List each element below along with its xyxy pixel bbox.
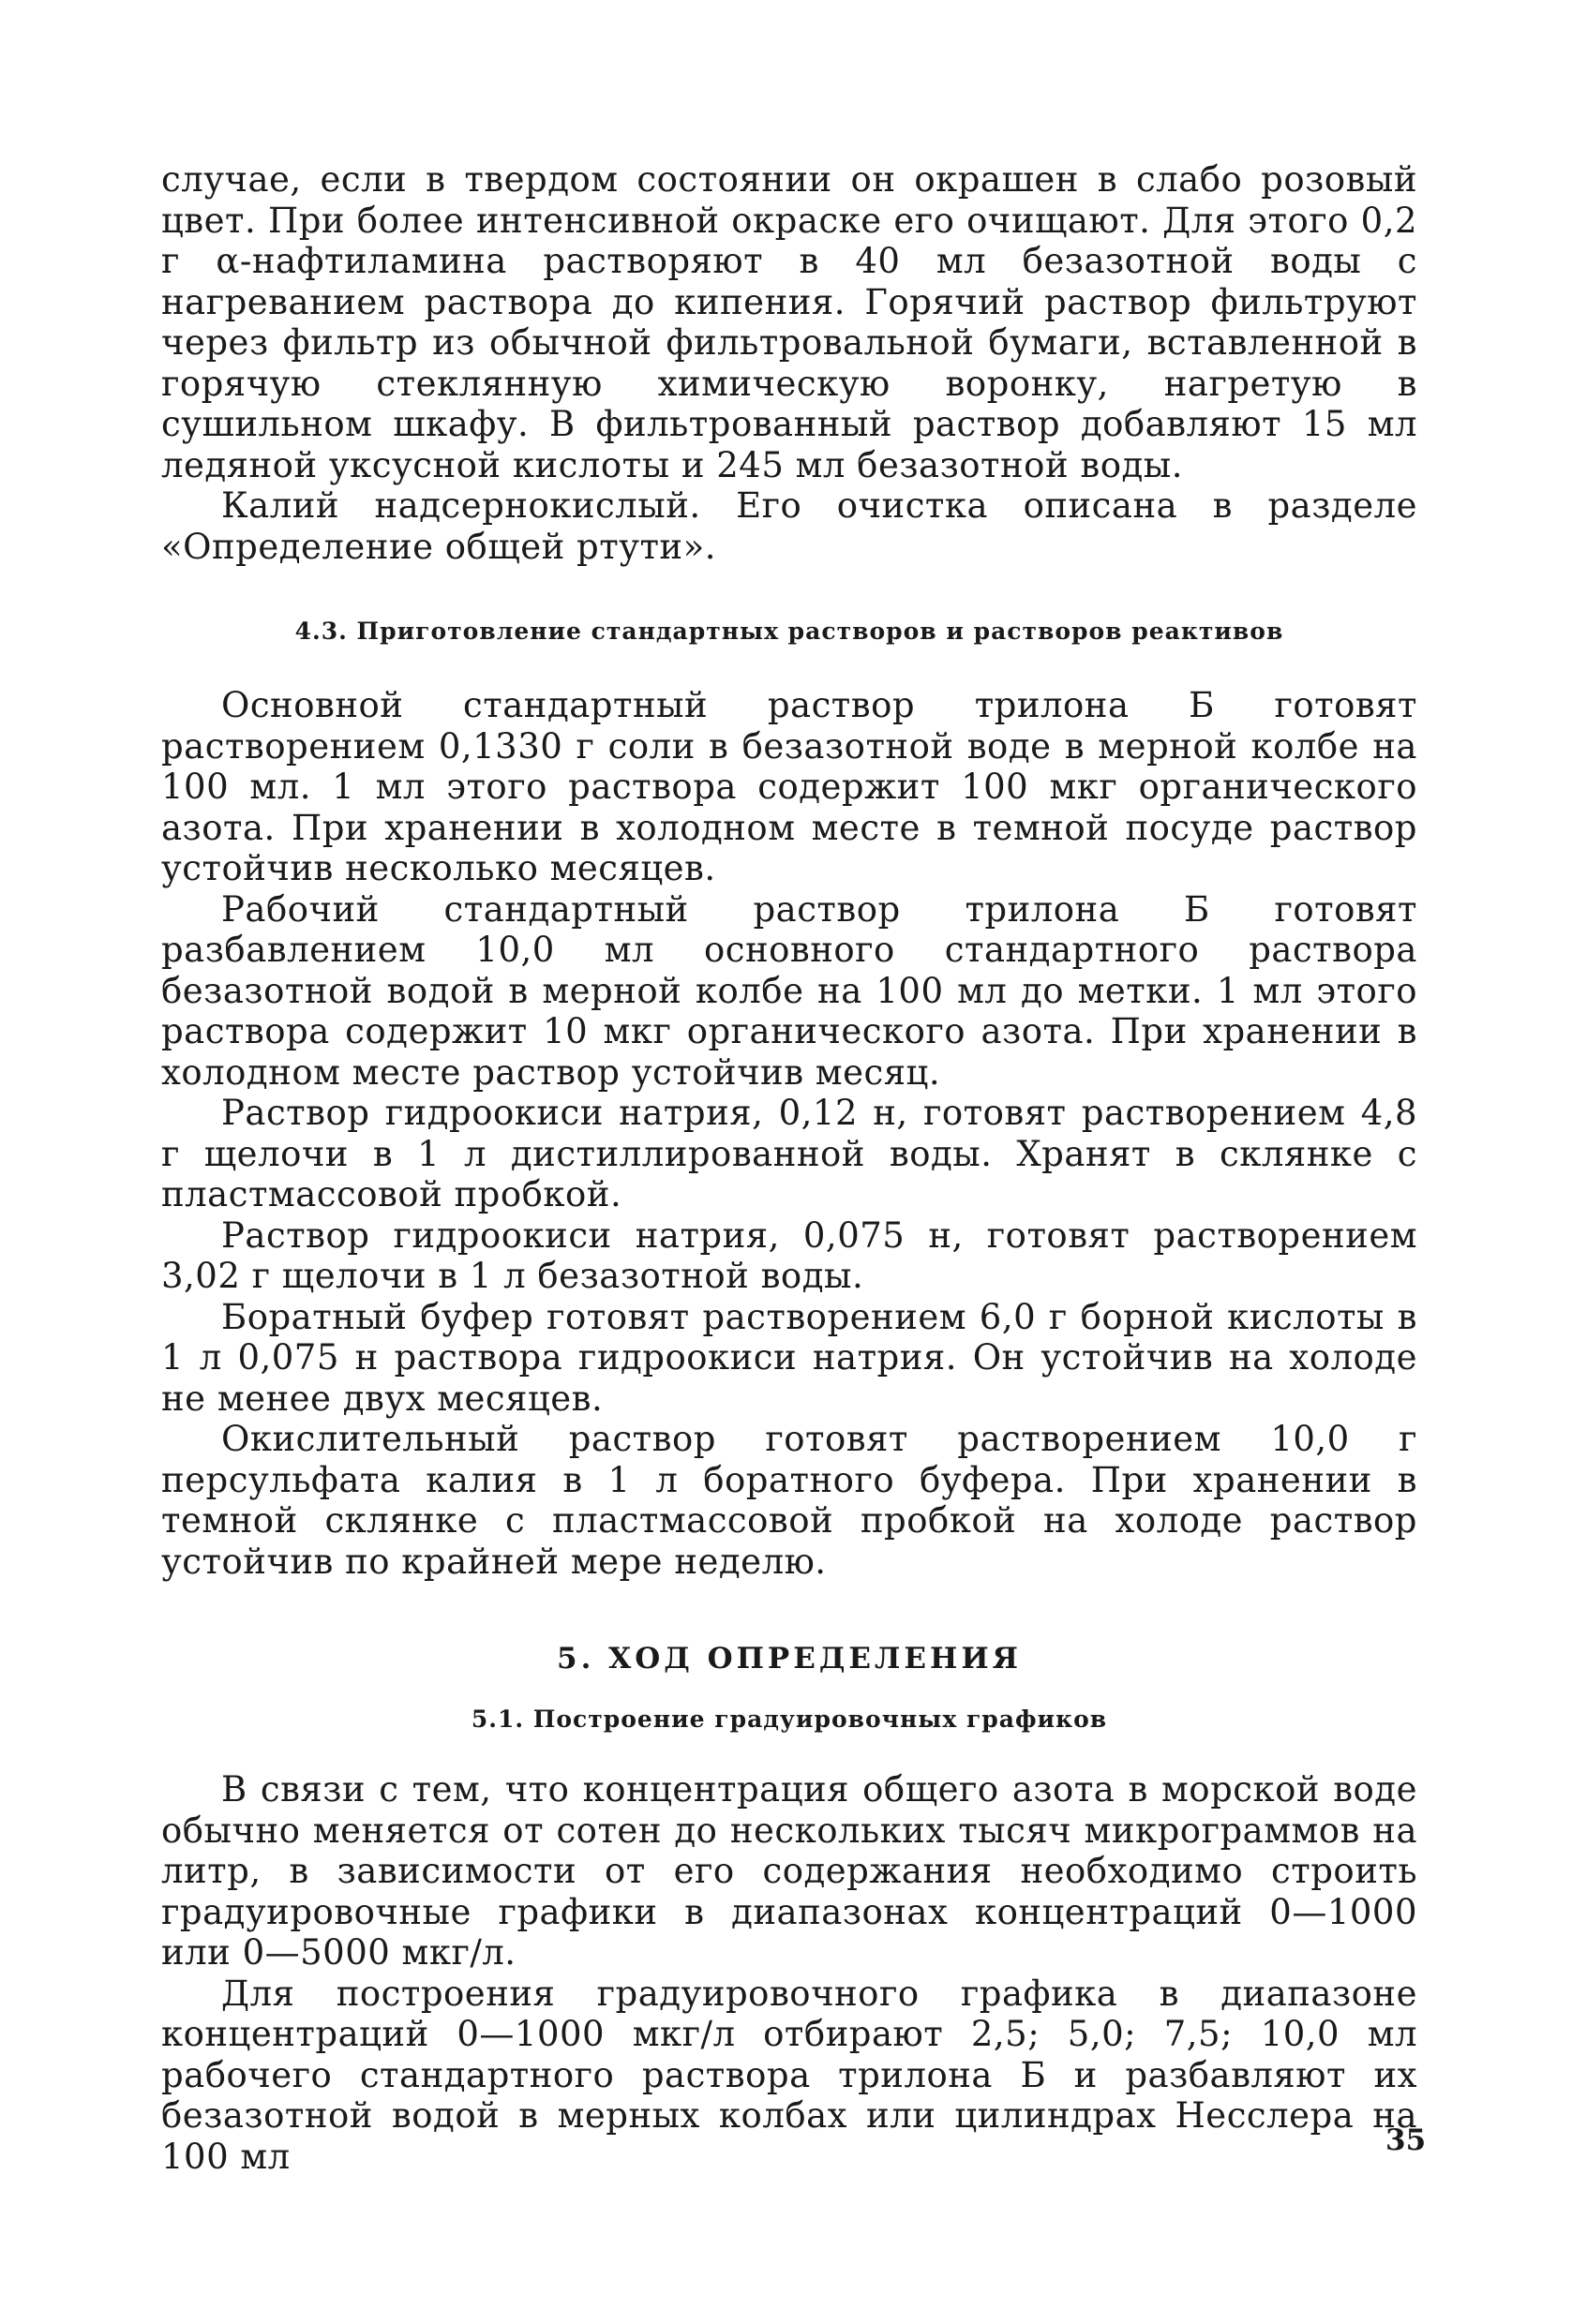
paragraph: Калий надсернокислый. Его очистка описана в разделе «Определение общей ртути». bbox=[161, 485, 1417, 567]
paragraph: Для построения градуировочного графика в диапазоне концентраций 0—1000 мкг/л отбирают 2,5; 5,0; 7,5; 10,0 мл рабочего стандартного раствора трилона Б и разбавляют их безазотной водой в мерных колбах или цилиндрах Несслера на 100 мл bbox=[161, 1973, 1417, 2177]
paragraph: Раствор гидроокиси натрия, 0,075 н, готовят растворением 3,02 г щелочи в 1 л безазотной воды. bbox=[161, 1214, 1417, 1296]
paragraph: Окислительный раствор готовят растворением 10,0 г персульфата калия в 1 л боратного буфера. При хранении в темной склянке с пластмассовой пробкой на холоде раствор устойчив по крайней мере неделю. bbox=[161, 1419, 1417, 1582]
section-heading-4-3: 4.3. Приготовление стандартных растворов и растворов реактивов bbox=[294, 618, 1284, 645]
paragraph: Раствор гидроокиси натрия, 0,12 н, готовят растворением 4,8 г щелочи в 1 л дистиллированной воды. Хранят в склянке с пластмассовой пробкой. bbox=[161, 1093, 1417, 1214]
section-heading-5: 5. ХОД ОПРЕДЕЛЕНИЯ bbox=[557, 1642, 1022, 1676]
paragraph: Рабочий стандартный раствор трилона Б готовят разбавлением 10,0 мл основного стандартного раствора безазотной водой в мерной колбе на 100 мл до метки. 1 мл этого раствора содержит 10 мкг органического азота. При хранении в холодном месте раствор устойчив месяц. bbox=[161, 888, 1417, 1093]
page-body bbox=[161, 159, 1417, 2177]
section-heading-5-1: 5.1. Построение градуировочных графиков bbox=[471, 1706, 1108, 1733]
paragraph: Боратный буфер готовят растворением 6,0 г борной кислоты в 1 л 0,075 н раствора гидроокиси натрия. Он устойчив на холоде не менее двух месяцев. bbox=[161, 1296, 1417, 1419]
page-number: 35 bbox=[1385, 2123, 1427, 2157]
paragraph: В связи с тем, что концентрация общего азота в морской воде обычно меняется от сотен до нескольких тысяч микрограммов на литр, в зависимости от его содержания необходимо строить градуировочные графики в диапазонах концентраций 0—1000 или 0—5000 мкг/л. bbox=[161, 1769, 1417, 1973]
paragraph: случае, если в твердом состоянии он окрашен в слабо розовый цвет. При более интенсивной окраске его очищают. Для этого 0,2 г α-нафтиламина растворяют в 40 мл безазотной воды с нагреванием раствора до кипения. Горячий раствор фильтруют через фильтр из обычной фильтровальной бумаги, вставленной в горячую стеклянную химическую воронку, нагретую в сушильном шкафу. В фильтрованный раствор добавляют 15 мл ледяной уксусной кислоты и 245 мл безазотной воды. bbox=[161, 159, 1417, 485]
paragraph: Основной стандартный раствор трилона Б готовят растворением 0,1330 г соли в безазотной воде в мерной колбе на 100 мл. 1 мл этого раствора содержит 100 мкг органического азота. При хранении в холодном месте в темной посуде раствор устойчив несколько месяцев. bbox=[161, 685, 1417, 888]
